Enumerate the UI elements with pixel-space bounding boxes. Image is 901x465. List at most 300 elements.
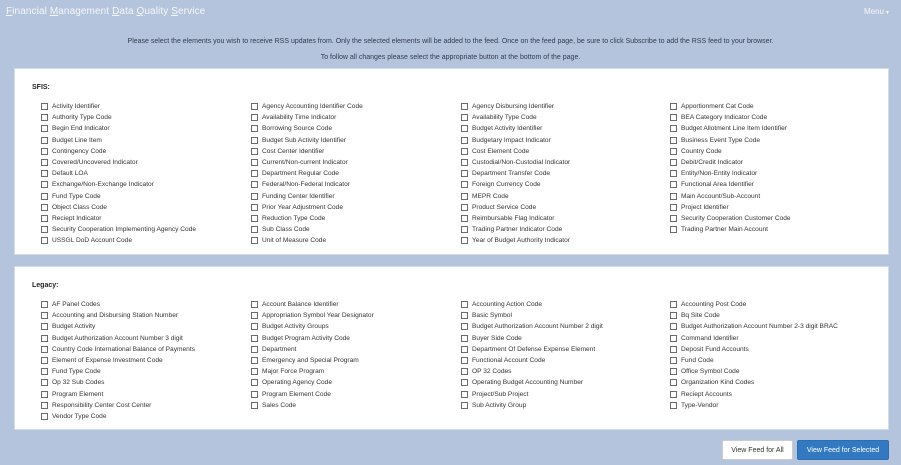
element-checkbox-item[interactable] (670, 191, 791, 202)
element-checkbox-item[interactable] (41, 224, 196, 235)
brand-word-rest: uality (144, 6, 172, 17)
element-checkbox-item[interactable] (41, 112, 196, 123)
element-checkbox-item[interactable] (41, 310, 195, 321)
checkbox[interactable] (461, 323, 468, 330)
checkbox-label: USSGL DoD Account Code (52, 237, 133, 245)
checkbox[interactable] (251, 114, 258, 121)
checkbox[interactable] (461, 114, 468, 121)
checkbox-label: Security Cooperation Customer Code (681, 214, 791, 222)
checkbox[interactable] (41, 301, 48, 308)
checkbox[interactable] (41, 346, 48, 353)
sfis-column-1 (41, 101, 196, 246)
chevron-down-icon: ▾ (885, 10, 889, 16)
element-checkbox-item[interactable] (251, 333, 374, 344)
checkbox[interactable] (670, 103, 677, 110)
element-checkbox-item[interactable] (461, 191, 570, 202)
element-checkbox-item[interactable] (461, 299, 603, 310)
checkbox-label: Project/Sub Project (472, 390, 529, 398)
element-checkbox-item[interactable] (670, 202, 791, 213)
checkbox[interactable] (251, 159, 258, 166)
checkbox-label: Accounting Post Code (681, 301, 747, 309)
element-checkbox-item[interactable] (251, 224, 363, 235)
checkbox[interactable] (41, 357, 48, 364)
element-checkbox-item[interactable] (41, 400, 195, 411)
checkbox-label: Reduction Type Code (262, 214, 326, 222)
checkbox-label: Budget Sub Activity Identifier (262, 136, 346, 144)
checkbox[interactable] (41, 379, 48, 386)
element-checkbox-item[interactable] (251, 344, 374, 355)
checkbox[interactable] (251, 193, 258, 200)
checkbox[interactable] (670, 226, 677, 233)
checkbox-label: Fund Code (681, 357, 714, 365)
element-checkbox-item[interactable] (670, 377, 838, 388)
element-checkbox-item[interactable] (670, 299, 838, 310)
checkbox-label: Prior Year Adjustment Code (262, 203, 344, 211)
checkbox[interactable] (461, 301, 468, 308)
checkbox-label: Account Balance Identifier (262, 301, 339, 309)
checkbox[interactable] (41, 148, 48, 155)
element-checkbox-item[interactable] (251, 366, 374, 377)
checkbox[interactable] (461, 357, 468, 364)
checkbox-label: Functional Area Identifier (681, 181, 754, 189)
checkbox[interactable] (41, 402, 48, 409)
checkbox-label: Basic Symbol (472, 312, 512, 320)
brand-word-rest: ata (119, 6, 137, 17)
checkbox-label: Default LOA (52, 170, 88, 178)
checkbox[interactable] (670, 148, 677, 155)
menu-label: Menu (863, 7, 884, 16)
checkbox[interactable] (461, 379, 468, 386)
checkbox-label: Sub Class Code (262, 226, 310, 234)
checkbox-label: OP 32 Codes (472, 368, 512, 376)
checkbox-label: Organization Kind Codes (681, 379, 755, 387)
element-checkbox-item[interactable] (461, 157, 570, 168)
element-checkbox-item[interactable] (41, 123, 196, 134)
checkbox[interactable] (251, 402, 258, 409)
checkbox-label: Emergency and Special Program (262, 357, 359, 365)
sfis-column-4 (670, 101, 791, 235)
element-checkbox-item[interactable] (41, 299, 195, 310)
checkbox-label: Agency Disbursing Identifier (472, 103, 555, 111)
checkbox[interactable] (670, 125, 677, 132)
element-checkbox-item[interactable] (251, 202, 363, 213)
checkbox[interactable] (41, 312, 48, 319)
element-checkbox-item[interactable] (670, 355, 838, 366)
checkbox[interactable] (41, 137, 48, 144)
checkbox-label: Main Account/Sub-Account (681, 192, 761, 200)
legacy-column-4 (670, 299, 838, 411)
element-checkbox-item[interactable] (670, 224, 791, 235)
checkbox[interactable] (41, 170, 48, 177)
checkbox-label: Cost Element Code (472, 147, 530, 155)
checkbox[interactable] (41, 204, 48, 211)
element-checkbox-item[interactable] (41, 235, 196, 246)
checkbox-label: Covered/Uncovered Indicator (52, 159, 138, 167)
checkbox-label: Major Force Program (262, 368, 325, 376)
sfis-panel (14, 68, 889, 255)
checkbox[interactable] (251, 204, 258, 211)
checkbox-label: Entity/Non-Entity Indicator (681, 170, 758, 178)
element-checkbox-item[interactable] (251, 321, 374, 332)
element-checkbox-item[interactable] (670, 168, 791, 179)
checkbox-label: AF Panel Codes (52, 301, 101, 309)
checkbox-label: Product Service Code (472, 203, 537, 211)
checkbox[interactable] (670, 402, 677, 409)
element-checkbox-item[interactable] (461, 213, 570, 224)
checkbox[interactable] (461, 125, 468, 132)
checkbox-label: Project Identifier (681, 203, 729, 211)
element-checkbox-item[interactable] (670, 321, 838, 332)
element-checkbox-item[interactable] (251, 355, 374, 366)
checkbox[interactable] (670, 391, 677, 398)
checkbox-label: Foreign Currency Code (472, 181, 541, 189)
checkbox-label: Funding Center Identifier (262, 192, 335, 200)
checkbox-label: Reciept Accounts (681, 390, 732, 398)
checkbox[interactable] (41, 125, 48, 132)
checkbox[interactable] (461, 237, 468, 244)
element-checkbox-item[interactable] (251, 299, 374, 310)
element-checkbox-item[interactable] (251, 101, 363, 112)
element-checkbox-item[interactable] (251, 112, 363, 123)
checkbox[interactable] (461, 137, 468, 144)
checkbox-label: Budget Program Activity Code (262, 334, 350, 342)
element-checkbox-item[interactable] (461, 321, 603, 332)
checkbox-label: Budget Authorization Account Number 3 digit (52, 334, 183, 342)
element-checkbox-item[interactable] (461, 146, 570, 157)
checkbox-label: Debit/Credit Indicator (681, 159, 743, 167)
checkbox[interactable] (251, 346, 258, 353)
checkbox[interactable] (41, 335, 48, 342)
checkbox[interactable] (670, 368, 677, 375)
element-checkbox-item[interactable] (461, 235, 570, 246)
checkbox[interactable] (251, 137, 258, 144)
checkbox-label: Budget Allotment Line Item Identifier (681, 125, 787, 133)
element-checkbox-item[interactable] (670, 389, 838, 400)
element-checkbox-item[interactable] (461, 135, 570, 146)
checkbox-label: Reciept Indicator (52, 214, 102, 222)
checkbox-label: Department Regular Code (262, 170, 339, 178)
checkbox[interactable] (670, 312, 677, 319)
intro-instructions: Please select the elements you wish to receive RSS updates from. Only the selected elements will be added to the feed. Once on the feed page, be sure to click Subscribe to add the RSS feed to your browser. (127, 38, 774, 45)
checkbox[interactable] (670, 346, 677, 353)
element-checkbox-item[interactable] (670, 146, 791, 157)
checkbox[interactable] (461, 346, 468, 353)
sfis-title: SFIS: (32, 84, 50, 91)
element-checkbox-item[interactable] (41, 333, 195, 344)
checkbox-label: Cost Center Identifier (262, 147, 325, 155)
element-checkbox-item[interactable] (41, 321, 195, 332)
checkbox-label: Program Element Code (262, 390, 331, 398)
brand-initial: M (49, 6, 59, 17)
view-feed-selected-button[interactable]: View Feed for Selected (797, 440, 889, 460)
element-checkbox-item[interactable] (461, 101, 570, 112)
checkbox-label: Budget Authorization Account Number 2 digit (472, 323, 603, 331)
top-navbar (0, 0, 901, 24)
legacy-column-3 (461, 299, 603, 411)
element-checkbox-item[interactable] (461, 179, 570, 190)
view-feed-all-button[interactable]: View Feed for All (722, 440, 793, 460)
checkbox[interactable] (251, 335, 258, 342)
element-checkbox-item[interactable] (251, 213, 363, 224)
checkbox[interactable] (461, 159, 468, 166)
checkbox-label: Current/Non-current Indicator (262, 159, 348, 167)
element-checkbox-item[interactable] (251, 157, 363, 168)
checkbox-label: Department Transfer Code (472, 170, 551, 178)
checkbox[interactable] (670, 204, 677, 211)
element-checkbox-item[interactable] (461, 344, 603, 355)
checkbox[interactable] (461, 226, 468, 233)
element-checkbox-item[interactable] (41, 191, 196, 202)
element-checkbox-item[interactable] (670, 112, 791, 123)
element-checkbox-item[interactable] (670, 135, 791, 146)
menu-dropdown[interactable] (864, 7, 889, 16)
checkbox-label: Department (262, 345, 297, 353)
sfis-column-3 (461, 101, 570, 246)
brand-initial: S (171, 6, 178, 17)
checkbox[interactable] (251, 323, 258, 330)
element-checkbox-item[interactable] (670, 366, 838, 377)
checkbox-label: Accounting and Disbursing Station Number (52, 312, 179, 320)
checkbox[interactable] (461, 335, 468, 342)
checkbox[interactable] (251, 357, 258, 364)
element-checkbox-item[interactable] (41, 344, 195, 355)
checkbox[interactable] (41, 114, 48, 121)
checkbox[interactable] (251, 181, 258, 188)
checkbox[interactable] (670, 301, 677, 308)
checkbox-label: Authority Type Code (52, 114, 112, 122)
element-checkbox-item[interactable] (41, 366, 195, 377)
checkbox-label: Budget Activity (52, 323, 96, 331)
element-checkbox-item[interactable] (461, 224, 570, 235)
checkbox-label: Vendor Type Code (52, 412, 107, 420)
checkbox[interactable] (461, 181, 468, 188)
checkbox-label: BEA Category Indicator Code (681, 114, 768, 122)
checkbox[interactable] (41, 103, 48, 110)
checkbox[interactable] (251, 215, 258, 222)
checkbox[interactable] (251, 148, 258, 155)
checkbox-label: Exchange/Non-Exchange Indicator (52, 181, 154, 189)
checkbox[interactable] (41, 215, 48, 222)
checkbox[interactable] (461, 215, 468, 222)
checkbox-label: Sales Code (262, 401, 297, 409)
checkbox-label: Bq Site Code (681, 312, 720, 320)
checkbox[interactable] (41, 226, 48, 233)
checkbox-label: Activity Identifier (52, 103, 101, 111)
checkbox[interactable] (670, 215, 677, 222)
checkbox-label: Agency Accounting Identifier Code (262, 103, 363, 111)
checkbox-label: MEPR Code (472, 192, 509, 200)
element-checkbox-item[interactable] (41, 389, 195, 400)
element-checkbox-item[interactable] (251, 168, 363, 179)
checkbox-label: Budget Authorization Account Number 2-3 digit BRAC (681, 323, 838, 331)
checkbox[interactable] (251, 125, 258, 132)
element-checkbox-item[interactable] (251, 135, 363, 146)
element-checkbox-item[interactable] (670, 157, 791, 168)
checkbox[interactable] (670, 181, 677, 188)
element-checkbox-item[interactable] (670, 400, 838, 411)
brand-word-rest: anagement (58, 6, 113, 17)
legacy-column-2 (251, 299, 374, 411)
checkbox[interactable] (670, 114, 677, 121)
checkbox-label: Apportionment Cat Code (681, 103, 754, 111)
checkbox-label: Functional Account Code (472, 357, 546, 365)
intro-follow-all: To follow all changes please select the appropriate button at the bottom of the page. (320, 54, 581, 61)
checkbox-label: Appropriation Symbol Year Designator (262, 312, 374, 320)
element-checkbox-item[interactable] (670, 123, 791, 134)
checkbox-label: Contingency Code (52, 147, 107, 155)
element-checkbox-item[interactable] (670, 344, 838, 355)
checkbox[interactable] (41, 391, 48, 398)
checkbox-label: Trading Partner Main Account (681, 226, 768, 234)
element-checkbox-item[interactable] (251, 400, 374, 411)
checkbox-label: Fund Type Code (52, 192, 101, 200)
checkbox[interactable] (251, 237, 258, 244)
checkbox[interactable] (41, 413, 48, 420)
checkbox-label: Op 32 Sub Codes (52, 379, 105, 387)
checkbox-label: Borrowing Source Code (262, 125, 333, 133)
checkbox-label: Command Identifier (681, 334, 739, 342)
checkbox[interactable] (251, 379, 258, 386)
checkbox[interactable] (670, 357, 677, 364)
legacy-title: Legacy: (32, 282, 59, 289)
element-checkbox-item[interactable] (41, 135, 196, 146)
checkbox-label: Budget Line Item (52, 136, 102, 144)
checkbox[interactable] (251, 368, 258, 375)
element-checkbox-item[interactable] (461, 310, 603, 321)
element-checkbox-item[interactable] (461, 112, 570, 123)
element-checkbox-item[interactable] (670, 179, 791, 190)
legacy-column-1 (41, 299, 195, 422)
element-checkbox-item[interactable] (461, 389, 603, 400)
checkbox-label: Buyer Side Code (472, 334, 522, 342)
element-checkbox-item[interactable] (251, 146, 363, 157)
element-checkbox-item[interactable] (670, 310, 838, 321)
checkbox-label: Year of Budget Authority Indicator (472, 237, 570, 245)
checkbox[interactable] (461, 402, 468, 409)
element-checkbox-item[interactable] (41, 101, 196, 112)
element-checkbox-item[interactable] (461, 377, 603, 388)
brand-initial: F (6, 6, 13, 17)
element-checkbox-item[interactable] (41, 411, 195, 422)
checkbox-label: Availability Time Indicator (262, 114, 337, 122)
checkbox-label: Security Cooperation Implementing Agency Code (52, 226, 197, 234)
element-checkbox-item[interactable] (251, 377, 374, 388)
element-checkbox-item[interactable] (670, 213, 791, 224)
element-checkbox-item[interactable] (461, 168, 570, 179)
checkbox-label: Operating Agency Code (262, 379, 333, 387)
checkbox[interactable] (41, 323, 48, 330)
checkbox-label: Budget Activity Identifier (472, 125, 543, 133)
checkbox[interactable] (41, 159, 48, 166)
checkbox-label: Department Of Defense Expense Element (472, 345, 596, 353)
checkbox[interactable] (41, 193, 48, 200)
checkbox-label: Begin End Indicator (52, 125, 110, 133)
checkbox[interactable] (461, 391, 468, 398)
element-checkbox-item[interactable] (461, 202, 570, 213)
element-checkbox-item[interactable] (251, 123, 363, 134)
element-checkbox-item[interactable] (461, 400, 603, 411)
sfis-column-2 (251, 101, 363, 246)
checkbox[interactable] (461, 148, 468, 155)
checkbox[interactable] (41, 237, 48, 244)
checkbox-label: Custodial/Non-Custodial Indicator (472, 159, 571, 167)
checkbox[interactable] (461, 193, 468, 200)
checkbox-label: Business Event Type Code (681, 136, 761, 144)
checkbox[interactable] (670, 335, 677, 342)
checkbox[interactable] (670, 379, 677, 386)
checkbox[interactable] (461, 103, 468, 110)
checkbox[interactable] (251, 391, 258, 398)
checkbox-label: Country Code International Balance of Payments (52, 345, 195, 353)
app-brand[interactable] (6, 6, 205, 17)
element-checkbox-item[interactable] (461, 333, 603, 344)
checkbox[interactable] (670, 159, 677, 166)
checkbox-label: Unit of Measure Code (262, 237, 327, 245)
checkbox-label: Type-Vendor (681, 401, 719, 409)
checkbox[interactable] (461, 170, 468, 177)
element-checkbox-item[interactable] (461, 123, 570, 134)
checkbox[interactable] (251, 226, 258, 233)
element-checkbox-item[interactable] (251, 179, 363, 190)
element-checkbox-item[interactable] (41, 202, 196, 213)
checkbox-label: Federal/Non-Federal Indicator (262, 181, 350, 189)
element-checkbox-item[interactable] (670, 333, 838, 344)
legacy-panel (14, 266, 889, 430)
checkbox-label: Sub Activity Group (472, 401, 527, 409)
brand-word-rest: ervice (178, 6, 206, 17)
element-checkbox-item[interactable] (251, 310, 374, 321)
element-checkbox-item[interactable] (251, 235, 363, 246)
checkbox-label: Office Symbol Code (681, 368, 740, 376)
checkbox-label: Deposit Fund Accounts (681, 345, 749, 353)
element-checkbox-item[interactable] (41, 146, 196, 157)
element-checkbox-item[interactable] (461, 355, 603, 366)
checkbox[interactable] (670, 170, 677, 177)
checkbox[interactable] (41, 368, 48, 375)
checkbox-label: Budgetary Impact Indicator (472, 136, 551, 144)
element-checkbox-item[interactable] (41, 355, 195, 366)
checkbox-label: Responsibility Center Cost Center (52, 401, 152, 409)
element-checkbox-item[interactable] (670, 101, 791, 112)
checkbox[interactable] (461, 368, 468, 375)
checkbox[interactable] (461, 312, 468, 319)
checkbox-label: Availability Type Code (472, 114, 537, 122)
checkbox-label: Country Code (681, 147, 722, 155)
checkbox[interactable] (461, 204, 468, 211)
checkbox[interactable] (251, 301, 258, 308)
element-checkbox-item[interactable] (251, 389, 374, 400)
checkbox[interactable] (670, 193, 677, 200)
checkbox-label: Fund Type Code (52, 368, 101, 376)
brand-initial: Q (136, 6, 145, 17)
element-checkbox-item[interactable] (461, 366, 603, 377)
checkbox[interactable] (670, 323, 677, 330)
checkbox[interactable] (41, 181, 48, 188)
element-checkbox-item[interactable] (41, 168, 196, 179)
element-checkbox-item[interactable] (251, 191, 363, 202)
element-checkbox-item[interactable] (41, 213, 196, 224)
element-checkbox-item[interactable] (41, 179, 196, 190)
checkbox-label: Program Element (52, 390, 104, 398)
checkbox[interactable] (251, 103, 258, 110)
checkbox[interactable] (251, 170, 258, 177)
checkbox[interactable] (670, 137, 677, 144)
checkbox-label: Element of Expense Investment Code (52, 357, 163, 365)
element-checkbox-item[interactable] (41, 377, 195, 388)
checkbox[interactable] (251, 312, 258, 319)
brand-word-rest: inancial (12, 6, 50, 17)
element-checkbox-item[interactable] (41, 157, 196, 168)
